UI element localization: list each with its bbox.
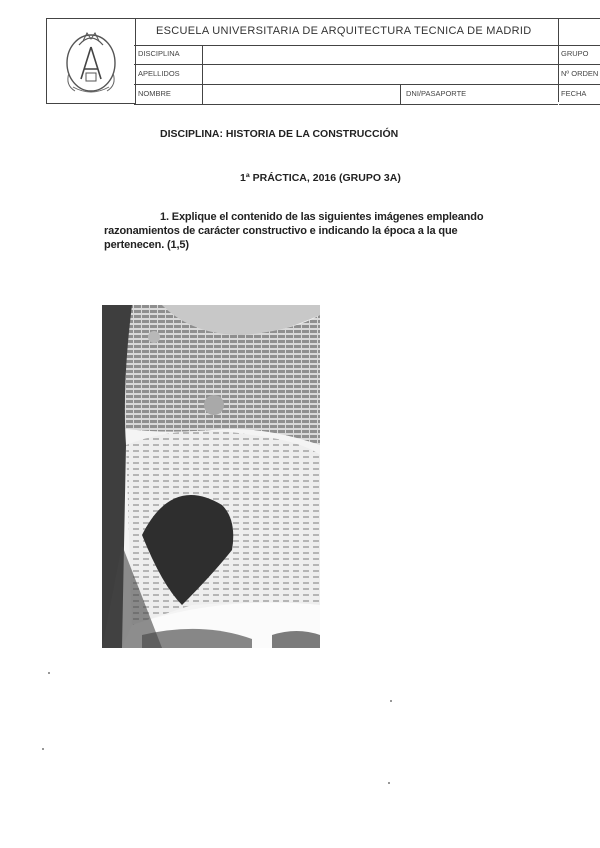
speck xyxy=(42,748,44,750)
fecha-label: FECHA xyxy=(561,89,587,98)
grupo-field[interactable] xyxy=(559,45,600,65)
field-divider xyxy=(202,85,203,104)
grupo-label: GRUPO xyxy=(561,49,589,58)
apellidos-label: APELLIDOS xyxy=(138,69,180,78)
university-crest-icon xyxy=(55,23,127,99)
nombre-label: NOMBRE xyxy=(138,89,171,98)
fecha-field[interactable] xyxy=(559,85,600,105)
numero-field[interactable] xyxy=(559,65,600,85)
right-top-cell xyxy=(559,18,600,46)
vault-photo xyxy=(102,305,320,648)
question-text: 1. Explique el contenido de las siguientes imágenes empleando razonamientos de carácter constructivo e indicando la época a la que pertenecen. (1,5) xyxy=(104,211,484,251)
speck xyxy=(388,782,390,784)
school-name: ESCUELA UNIVERSITARIA DE ARQUITECTURA TECNICA DE MADRID xyxy=(156,25,532,37)
discipline-title: DISCIPLINA: HISTORIA DE LA CONSTRUCCIÓN xyxy=(160,128,399,140)
numero-label: Nº ORDEN xyxy=(561,69,599,78)
nombre-field[interactable] xyxy=(134,85,558,105)
disciplina-field[interactable] xyxy=(134,45,558,65)
crest-box xyxy=(46,18,136,104)
form-header xyxy=(46,18,600,104)
field-divider xyxy=(400,85,401,104)
speck xyxy=(48,672,50,674)
field-divider xyxy=(202,45,203,64)
right-column xyxy=(558,18,600,102)
dni-label: DNI/PASAPORTE xyxy=(406,89,467,98)
apellidos-field[interactable] xyxy=(134,65,558,85)
speck xyxy=(390,700,392,702)
field-divider xyxy=(202,65,203,84)
practice-title: 1ª PRÁCTICA, 2016 (GRUPO 3A) xyxy=(240,172,401,184)
disciplina-label: DISCIPLINA xyxy=(138,49,180,58)
school-row xyxy=(134,18,558,46)
